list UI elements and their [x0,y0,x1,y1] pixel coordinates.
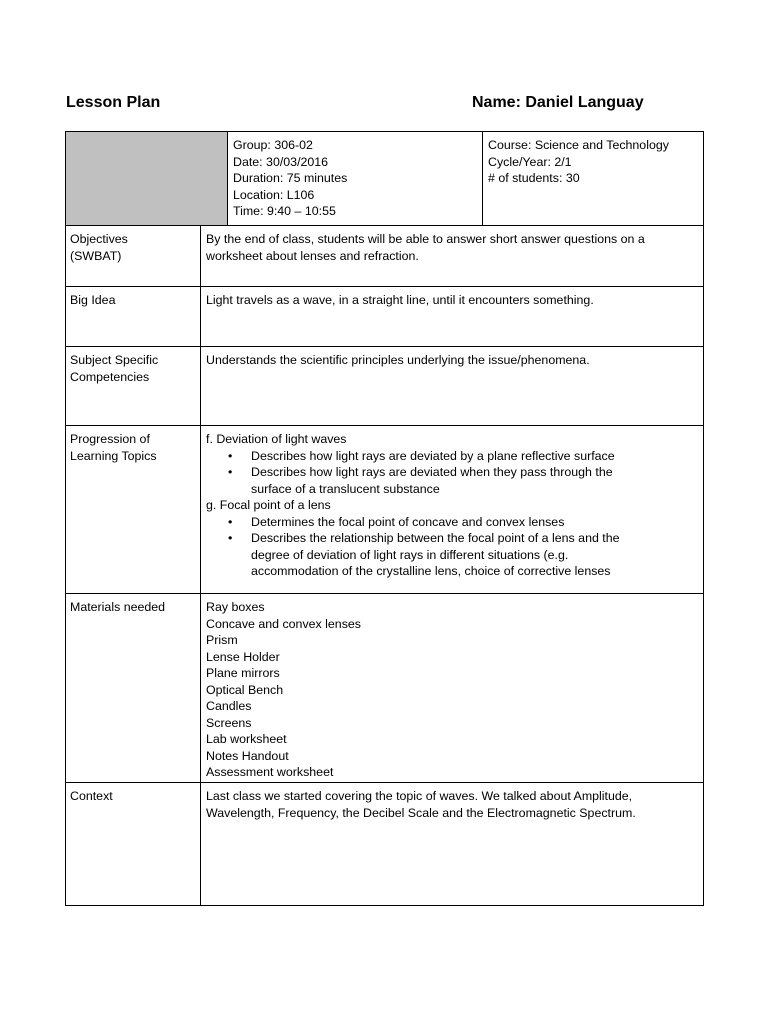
competencies-label [66,347,201,425]
objectives-text [201,226,703,286]
competencies-text: Understands the scientific principles underlying the issue/phenomena. [206,353,590,367]
objectives-label-line-2: (SWBAT) [70,248,122,263]
progression-label-line-1: Progression of [70,432,150,446]
class-info-cell [228,132,483,225]
list-item-text-line: Describes the relationship between the focal point of a lens and the [251,531,620,545]
material-item: Candles [206,699,252,713]
list-item [206,464,698,497]
lesson-plan-table [65,131,704,906]
bullet-icon: • [228,448,233,463]
list-item [206,530,698,580]
students-text: # of students: 30 [488,171,580,185]
context-text [201,783,703,905]
materials-label: Materials needed [66,594,201,782]
cycle-text: Cycle/Year: 2/1 [488,154,572,169]
context-label: Context [66,783,201,905]
progression-row [66,425,703,593]
competencies-label-line-2: Competencies [70,369,150,384]
objectives-line-2: worksheet about lenses and refraction. [206,248,419,263]
big-idea-text: Light travels as a wave, in a straight line, until it encounters something. [206,293,594,307]
time-text: Time: 9:40 – 10:55 [233,204,336,218]
objectives-line-1: By the end of class, students will be able to answer short answer questions on a [206,232,645,246]
context-row [66,782,703,905]
material-item: Assessment worksheet [206,765,334,779]
progression-label-line-2: Learning Topics [70,448,157,463]
bullet-icon: • [228,531,233,545]
list-item-text-line: accommodation of the crystalline lens, choice of corrective lenses [251,564,611,578]
objectives-label [66,226,201,286]
list-item-text: Describes how light rays are deviated by a plane reflective surface [251,448,615,463]
context-line-1: Last class we started covering the topic of waves. We talked about Amplitude, [206,789,633,803]
course-info-cell [483,132,703,225]
materials-row [66,593,703,782]
material-item: Lab worksheet [206,732,287,746]
page-title: Lesson Plan [66,94,161,111]
list-item-text [251,464,698,497]
list-item-text-line: surface of a translucent substance [251,481,440,496]
competencies-label-line-1: Subject Specific [70,353,159,367]
material-item: Notes Handout [206,748,289,763]
material-item: Prism [206,633,238,647]
list-item-text [251,530,698,580]
date-text: Date: 30/03/2016 [233,154,329,169]
material-item: Screens [206,715,252,730]
material-item: Lense Holder [206,649,280,664]
big-idea-row [66,286,703,346]
list-item [206,448,698,465]
list-item-text-line: Describes how light rays are deviated when they pass through the [251,465,613,479]
gray-cell [66,132,228,225]
list-item [206,514,698,531]
bullet-icon: • [228,465,233,479]
materials-list [201,594,703,782]
location-text: Location: L106 [233,187,315,202]
topic-f-heading: f. Deviation of light waves [206,432,347,446]
competencies-row [66,346,703,425]
context-line-2: Wavelength, Frequency, the Decibel Scale and the Electromagnetic Spectrum. [206,805,636,820]
objectives-row [66,225,703,286]
objectives-label-line-1: Objectives [70,232,128,246]
material-item: Optical Bench [206,682,284,697]
topic-g-heading: g. Focal point of a lens [206,498,331,512]
group-text: Group: 306-02 [233,138,313,152]
big-idea-label: Big Idea [66,287,201,346]
material-item: Ray boxes [206,600,265,614]
material-item: Concave and convex lenses [206,616,361,631]
progression-label [66,426,201,593]
list-item-text-line: degree of deviation of light rays in different situations (e.g. [251,547,569,562]
progression-text [201,426,703,593]
list-item-text: Determines the focal point of concave and convex lenses [251,514,565,529]
material-item: Plane mirrors [206,666,280,680]
course-text: Course: Science and Technology [488,138,669,152]
info-row [66,132,703,225]
bullet-icon: • [228,514,233,529]
author-name: Name: Daniel Languay [472,94,644,111]
duration-text: Duration: 75 minutes [233,171,348,185]
